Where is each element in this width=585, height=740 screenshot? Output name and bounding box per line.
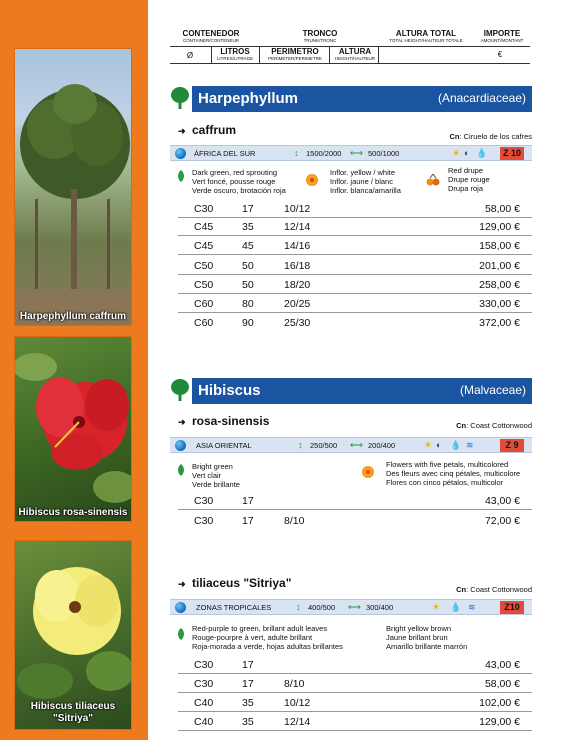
genus-name: Harpephyllum xyxy=(198,90,299,107)
header-divider xyxy=(259,47,260,64)
hardiness-zone: Z 9 xyxy=(500,439,524,452)
header-tronco: TRONCO TRUNK/TRONC xyxy=(302,29,338,43)
arrow-icon: ➜ xyxy=(178,126,186,136)
photo-harpephyllum xyxy=(14,48,132,326)
header-litros: LITROS LITRES/LITRAGE xyxy=(216,47,254,61)
section-header-harpephyllum xyxy=(192,86,532,112)
tree-photo-illustration xyxy=(15,49,132,326)
price-row: C30 17 10/12 58,00 € xyxy=(178,200,532,218)
flower-icon xyxy=(306,174,318,186)
height-range: 1500/2000 xyxy=(306,149,342,158)
leaf-icon xyxy=(176,464,186,477)
header-altura: ALTURA HEIGHT/HAUTEUR xyxy=(334,47,375,61)
flower-description: Flowers with five petals, multicolored Des fleurs avec cinq pétales, multicolore Flores con cinco pétalos, multicolor xyxy=(386,460,521,487)
price-row: C40 35 12/14 129,00 € xyxy=(178,713,532,731)
header-altura-total: ALTURA TOTAL TOTAL HEIGHT/HAUTEUR TOTALE xyxy=(389,29,463,43)
price-row: C40 35 10/12 102,00 € xyxy=(178,694,532,712)
column-subheader-row xyxy=(170,47,530,64)
leaf-icon xyxy=(176,628,186,641)
price-row: C45 35 12/14 129,00 € xyxy=(178,218,532,236)
photo-caption: Hibiscus rosa-sinensis xyxy=(18,507,128,518)
species-hibiscus-rosa-sinensis: ➜ rosa-sinensis xyxy=(178,414,270,428)
globe-icon xyxy=(175,602,186,613)
origin: ASIA ORIENTAL xyxy=(196,441,252,450)
flower-description: Bright yellow brown Jaune brillant brun Amarillo brillante marrón xyxy=(386,624,468,651)
globe-icon xyxy=(175,148,186,159)
width-arrow-icon: ⟷ xyxy=(350,148,363,158)
price-row: C60 80 20/25 330,00 € xyxy=(178,295,532,313)
hibiscus-photo-illustration xyxy=(15,337,132,522)
leaf-description: Red-purple to green, brillant adult leaves Rouge-pourpre à vert, adulte brillant Roja-morada a verde, hojas adultas brillantes xyxy=(192,624,343,651)
price-row: C30 17 8/10 58,00 € xyxy=(178,675,532,693)
origin: ZONAS TROPICALES xyxy=(196,603,272,612)
price-row: C50 50 16/18 201,00 € xyxy=(178,257,532,275)
height-range: 250/500 xyxy=(310,441,338,450)
photo-caption: Harpephyllum caffrum xyxy=(19,311,127,322)
flower-icon xyxy=(362,466,374,478)
photo-hibiscus-tiliaceus xyxy=(14,540,132,730)
wave-icon: ≋ xyxy=(468,602,476,612)
water-drop-icon: 💧 xyxy=(476,148,488,158)
info-bar xyxy=(170,145,532,161)
leaf-icon xyxy=(176,170,186,183)
species-harpephyllum-caffrum: ➜ caffrum xyxy=(178,123,237,137)
photo-caption-line1: Hibiscus tiliaceus xyxy=(30,701,116,712)
photo-hibiscus-rosa xyxy=(14,336,132,522)
info-bar xyxy=(170,599,532,615)
hardiness-zone: Z10 xyxy=(500,601,524,614)
tree-icon xyxy=(170,86,190,110)
sun-icon: ☀ xyxy=(452,148,461,158)
width-arrow-icon: ⟷ xyxy=(350,440,363,450)
wave-icon: ≋ xyxy=(466,440,474,450)
price-row: C30 17 43,00 € xyxy=(178,492,532,510)
price-row: C30 17 8/10 72,00 € xyxy=(194,515,520,527)
width-range: 500/1000 xyxy=(368,149,400,158)
info-bar xyxy=(170,437,532,453)
globe-icon xyxy=(175,440,186,451)
price-row: C45 45 14/16 158,00 € xyxy=(178,237,532,255)
height-arrow-icon: ↕ xyxy=(296,602,301,612)
genus-name: Hibiscus xyxy=(198,382,261,399)
arrow-icon: ➜ xyxy=(178,417,186,427)
fruit-description: Red drupe Drupe rouge Drupa roja xyxy=(448,166,490,193)
header-divider xyxy=(211,47,212,64)
price-row: C50 50 18/20 258,00 € xyxy=(178,276,532,294)
fruit-icon xyxy=(426,174,440,186)
header-divider xyxy=(378,47,379,64)
width-arrow-icon: ⟷ xyxy=(348,602,361,612)
sun-icon: ☀ xyxy=(432,602,441,612)
family-name: (Anacardiaceae) xyxy=(437,91,526,105)
common-name: Cn: Coast Cottonwood xyxy=(456,421,532,430)
common-name: Cn: Coast Cottonwood xyxy=(456,585,532,594)
leaf-description: Bright green Vert clair Verde brillante xyxy=(192,462,240,489)
hardiness-zone: Z 10 xyxy=(500,147,524,160)
section-header-hibiscus xyxy=(192,378,532,404)
water-drop-icon: 💧 xyxy=(450,602,462,612)
price-row: C60 90 25/30 372,00 € xyxy=(194,317,520,329)
column-header-row xyxy=(170,30,530,47)
common-name: Cn: Ciruelo de los cafres xyxy=(449,132,532,141)
species-hibiscus-tiliaceus: ➜ tiliaceus "Sitriya" xyxy=(178,576,292,590)
family-name: (Malvaceae) xyxy=(459,383,526,397)
width-range: 300/400 xyxy=(366,603,394,612)
header-perimetro: PERIMETRO PERIMETER/PERIMETRE xyxy=(268,47,322,61)
height-range: 400/500 xyxy=(308,603,336,612)
header-importe: IMPORTE AMOUNT/MONTANT xyxy=(480,29,524,43)
flower-description: Inflor. yellow / white Inflor. jaune / blanc Inflor. blanca/amarilla xyxy=(330,168,401,195)
header-contenedor: CONTENEDOR CONTAINER/CONTENEUR xyxy=(182,29,240,43)
header-divider xyxy=(329,47,330,64)
diameter-symbol: Ø xyxy=(186,51,194,60)
tree-icon xyxy=(170,378,190,402)
width-range: 200/400 xyxy=(368,441,396,450)
height-arrow-icon: ↕ xyxy=(294,148,299,158)
header-currency: € xyxy=(497,50,503,59)
origin: ÁFRICA DEL SUR xyxy=(194,149,256,158)
price-row: C30 17 43,00 € xyxy=(178,656,532,674)
arrow-icon: ➜ xyxy=(178,579,186,589)
sun-icon: ☀ xyxy=(424,440,433,450)
water-drop-icon: 💧 xyxy=(450,440,462,450)
half-shade-icon: ◐ xyxy=(436,440,442,450)
height-arrow-icon: ↕ xyxy=(298,440,303,450)
leaf-description: Dark green, red sprouting Vert foncé, pousse rouge Verde oscuro, brotación roja xyxy=(192,168,286,195)
photo-caption-line2: "Sitriya" xyxy=(52,713,94,724)
half-shade-icon: ◐ xyxy=(464,148,470,158)
